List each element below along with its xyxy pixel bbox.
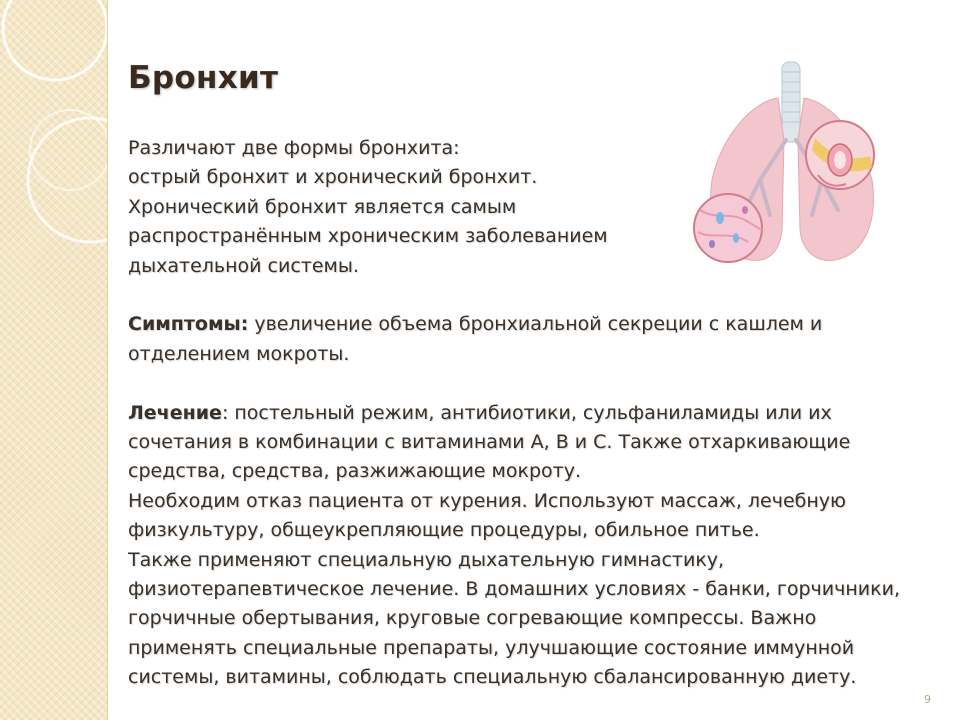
treatment-line-6: Также применяют специальную дыхательную гимнастику, [128,548,725,571]
intro-line-2: острый бронхит и хронический бронхит. [128,166,538,189]
slide-number: 9 [924,693,931,706]
slide-title: Бронхит [128,60,279,96]
treatment-text: : постельный режим, антибиотики, сульфаниламиды или их [221,401,832,424]
decorative-circles [0,0,107,720]
intro-line-3: Хронический бронхит является самым [128,195,517,218]
treatment-line-9: применять специальные препараты, улучшающие состояние иммунной [128,636,855,659]
treatment-line-7: физиотерапевтическое лечение. В домашних условиях - банки, горчичники, [128,578,900,601]
lungs-bronchi-illustration [690,60,890,265]
treatment-line-3: средства, средства, разжижающие мокроту. [128,460,582,483]
treatment-line-1 [128,399,928,428]
treatment-line-4: Необходим отказ пациента от курения. Используют массаж, лечебную [128,489,847,512]
trachea-icon [782,62,800,142]
treatment-line-8: горчичные обертывания, круговые согревающие компрессы. Важно [128,607,817,630]
symptoms-label: Симптомы: [128,313,249,336]
treatment-line-5: физкультуру, общеукрепляющие процедуры, обильное питье. [128,519,760,542]
decorative-side-panel [0,0,108,720]
symptoms-line-2: отделением мокроты. [128,342,350,365]
intro-line-1: Различают две формы бронхита: [128,137,460,159]
mucosa-cross-section-icon [694,194,762,262]
treatment-label: Лечение [128,401,222,424]
symptoms-text: увеличение объема бронхиальной секреции с кашлем и [248,313,823,336]
bronchus-cross-section-icon [806,121,874,189]
symptoms-line-1 [128,310,928,339]
treatment-line-10: системы, витамины, соблюдать специальную сбалансированную диету. [128,666,857,689]
intro-line-4: распространённым хроническим заболеванием [128,225,608,248]
intro-line-5: дыхательной системы. [128,254,359,277]
treatment-line-2: сочетания в комбинации с витаминами А, В и С. Также отхаркивающие [128,431,851,454]
